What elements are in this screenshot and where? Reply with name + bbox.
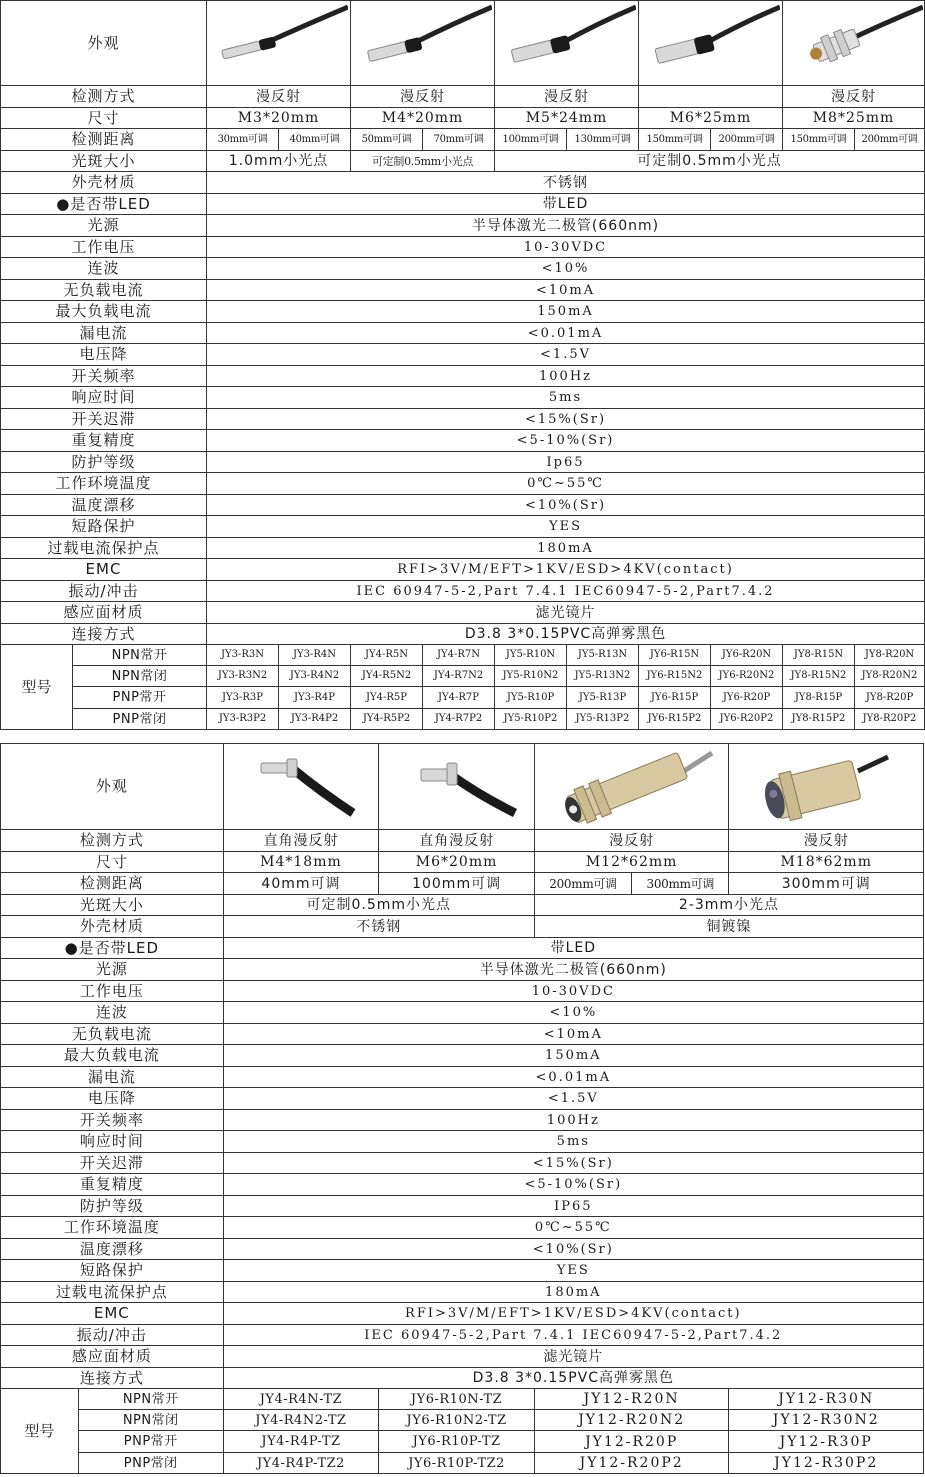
model-code: JY6-R20P [711,687,783,709]
vibration-label: 振动/冲击 [1,581,207,602]
model-code: JY4-R5N2 [351,666,423,687]
emc-label: EMC [1,559,207,581]
model-code: JY4-R4N-TZ [223,1389,379,1410]
no-load-current-value: <10mA [207,280,925,301]
size-label: 尺寸 [1,108,207,129]
product-photo-m18 [729,744,924,830]
sensing-material-label: 感应面材质 [1,1346,224,1368]
distance-value: 30mm可调 [207,129,279,151]
protection-label: 防护等级 [1,452,207,473]
response-time-label: 响应时间 [1,1131,224,1153]
repeat-accuracy-label: 重复精度 [1,1174,224,1196]
model-code: JY8-R20N [855,645,925,666]
model-code: JY6-R20P2 [711,709,783,730]
model-code: JY12-R20P [534,1431,729,1453]
max-load-current-label: 最大负载电流 [1,301,207,323]
product-photo-m3 [207,1,351,86]
pnp-nc-label: PNP常闭 [78,1453,223,1474]
distance-label: 检测距离 [1,873,224,895]
model-code: JY6-R10N2-TZ [379,1410,535,1431]
temp-drift-label: 温度漂移 [1,495,207,516]
detection-mode-value: 漫反射 [729,830,924,852]
distance-value: 200mm可调 [534,873,631,895]
model-code: JY5-R10P [495,687,567,709]
model-code: JY4-R5N [351,645,423,666]
model-label: 型号 [1,1389,79,1474]
distance-value: 150mm可调 [639,129,711,151]
temp-drift-value: <10%(Sr) [207,495,925,516]
size-value: M4*18mm [223,852,379,873]
model-code: JY4-R7N [423,645,495,666]
detection-mode-value: 直角漫反射 [223,830,379,852]
voltage-drop-value: <1.5V [207,344,925,366]
model-code: JY6-R15N2 [639,666,711,687]
sensing-material-value: 滤光镜片 [223,1346,923,1368]
voltage-label: 工作电压 [1,237,207,258]
distance-value: 300mm可调 [632,873,729,895]
product-photo-m4-angle [223,744,379,830]
ripple-value: <10% [207,258,925,280]
detection-mode-value: 漫反射 [495,86,639,108]
model-code: JY8-R15P [783,687,855,709]
model-code: JY6-R10N-TZ [379,1389,535,1410]
no-load-current-value: <10mA [223,1024,923,1045]
spot-label: 光斑大小 [1,895,224,916]
hysteresis-label: 开关迟滞 [1,409,207,430]
model-code: JY4-R4N2-TZ [223,1410,379,1431]
model-code: JY8-R20P [855,687,925,709]
max-load-current-value: 150mA [223,1045,923,1067]
distance-label: 检测距离 [1,129,207,151]
model-code: JY12-R30P2 [729,1453,924,1474]
model-code: JY4-R4P-TZ [223,1431,379,1453]
model-code: JY6-R20N [711,645,783,666]
leak-current-label: 漏电流 [1,1067,224,1088]
vibration-label: 振动/冲击 [1,1325,224,1346]
protection-value: Ip65 [207,452,925,473]
ambient-temp-label: 工作环境温度 [1,1217,224,1239]
model-code: JY3-R4N2 [279,666,351,687]
housing-label: 外壳材质 [1,172,207,194]
model-code: JY8-R20P2 [855,709,925,730]
model-code: JY5-R13P2 [567,709,639,730]
pnp-nc-label: PNP常闭 [73,709,207,730]
model-code: JY12-R30P [729,1431,924,1453]
short-protect-value: YES [223,1260,923,1282]
emc-value: RFI>3V/M/EFT>1KV/ESD>4KV(contact) [207,559,925,581]
ambient-temp-value: 0℃~55℃ [223,1217,923,1239]
npn-no-label: NPN常开 [78,1389,223,1410]
detection-mode-value [639,86,783,108]
distance-value: 300mm可调 [729,873,924,895]
size-value: M5*24mm [495,108,639,129]
hysteresis-label: 开关迟滞 [1,1153,224,1174]
model-code: JY12-R20P2 [534,1453,729,1474]
model-code: JY3-R3P [207,687,279,709]
light-source-value: 半导体激光二极管(660nm) [223,959,923,981]
model-code: JY4-R7P2 [423,709,495,730]
model-code: JY5-R10P2 [495,709,567,730]
size-label: 尺寸 [1,852,224,873]
short-protect-label: 短路保护 [1,516,207,538]
short-protect-value: YES [207,516,925,538]
distance-value: 100mm可调 [379,873,535,895]
switch-freq-value: 100Hz [207,366,925,387]
model-code: JY5-R13N [567,645,639,666]
sensing-material-label: 感应面材质 [1,602,207,624]
ripple-value: <10% [223,1002,923,1024]
led-label: ●是否带LED [1,938,224,959]
switch-freq-label: 开关频率 [1,1110,224,1131]
appearance-label: 外观 [1,744,224,830]
detection-mode-label: 检测方式 [1,830,224,852]
model-code: JY12-R30N [729,1389,924,1410]
repeat-accuracy-label: 重复精度 [1,430,207,452]
overload-point-value: 180mA [207,538,925,559]
spec-table-straight-sensors [0,0,925,730]
emc-value: RFI>3V/M/EFT>1KV/ESD>4KV(contact) [223,1303,923,1325]
response-time-label: 响应时间 [1,387,207,409]
size-value: M18*62mm [729,852,924,873]
product-photo-m12 [534,744,729,830]
size-value: M3*20mm [207,108,351,129]
model-code: JY5-R13N2 [567,666,639,687]
model-code: JY6-R20N2 [711,666,783,687]
vibration-value: IEC 60947-5-2,Part 7.4.1 IEC60947-5-2,Part7.4.2 [207,581,925,602]
detection-mode-value: 漫反射 [783,86,925,108]
leak-current-value: <0.01mA [207,323,925,344]
leak-current-label: 漏电流 [1,323,207,344]
pnp-no-label: PNP常开 [78,1431,223,1453]
spot-value: 可定制0.5mm小光点 [351,151,495,172]
model-code: JY6-R10P-TZ2 [379,1453,535,1474]
light-source-label: 光源 [1,215,207,237]
housing-value: 不锈钢 [207,172,925,194]
led-value: 带LED [207,194,925,215]
size-value: M6*20mm [379,852,535,873]
model-code: JY3-R3P2 [207,709,279,730]
detection-mode-value: 直角漫反射 [379,830,535,852]
led-label: ●是否带LED [1,194,207,215]
light-source-label: 光源 [1,959,224,981]
distance-value: 70mm可调 [423,129,495,151]
spec-table-angle-and-barrel-sensors [0,743,924,1474]
distance-value: 150mm可调 [783,129,855,151]
model-code: JY5-R10N [495,645,567,666]
model-code: JY6-R10P-TZ [379,1431,535,1453]
spot-label: 光斑大小 [1,151,207,172]
distance-value: 130mm可调 [567,129,639,151]
switch-freq-label: 开关频率 [1,366,207,387]
model-code: JY3-R4N [279,645,351,666]
emc-label: EMC [1,1303,224,1325]
voltage-value: 10-30VDC [223,981,923,1002]
no-load-current-label: 无负载电流 [1,280,207,301]
model-code: JY5-R10N2 [495,666,567,687]
size-value: M12*62mm [534,852,729,873]
vibration-value: IEC 60947-5-2,Part 7.4.1 IEC60947-5-2,Part7.4.2 [223,1325,923,1346]
distance-value: 100mm可调 [495,129,567,151]
protection-value: IP65 [223,1196,923,1217]
detection-mode-value: 漫反射 [207,86,351,108]
model-code: JY5-R13P [567,687,639,709]
short-protect-label: 短路保护 [1,1260,224,1282]
distance-value: 40mm可调 [223,873,379,895]
product-photo-m4 [351,1,495,86]
max-load-current-label: 最大负载电流 [1,1045,224,1067]
pnp-no-label: PNP常开 [73,687,207,709]
hysteresis-value: <15%(Sr) [207,409,925,430]
model-code: JY6-R15P [639,687,711,709]
connection-label: 连接方式 [1,624,207,645]
product-photo-m8 [783,1,925,86]
ambient-temp-value: 0℃~55℃ [207,473,925,495]
model-code: JY6-R15P2 [639,709,711,730]
overload-point-label: 过载电流保护点 [1,538,207,559]
model-code: JY8-R20N2 [855,666,925,687]
size-value: M4*20mm [351,108,495,129]
model-label: 型号 [1,645,73,730]
overload-point-value: 180mA [223,1282,923,1303]
leak-current-value: <0.01mA [223,1067,923,1088]
model-code: JY4-R7N2 [423,666,495,687]
temp-drift-label: 温度漂移 [1,1239,224,1260]
repeat-accuracy-value: <5-10%(Sr) [207,430,925,452]
response-time-value: 5ms [207,387,925,409]
led-value: 带LED [223,938,923,959]
appearance-label: 外观 [1,1,207,86]
npn-nc-label: NPN常闭 [73,666,207,687]
detection-mode-label: 检测方式 [1,86,207,108]
spot-value: 1.0mm小光点 [207,151,351,172]
housing-value: 铜镀镍 [534,916,923,938]
distance-value: 50mm可调 [351,129,423,151]
npn-no-label: NPN常开 [73,645,207,666]
npn-nc-label: NPN常闭 [78,1410,223,1431]
model-code: JY12-R30N2 [729,1410,924,1431]
spot-value: 可定制0.5mm小光点 [495,151,925,172]
no-load-current-label: 无负载电流 [1,1024,224,1045]
size-value: M6*25mm [639,108,783,129]
voltage-drop-value: <1.5V [223,1088,923,1110]
voltage-drop-label: 电压降 [1,1088,224,1110]
ripple-label: 连波 [1,258,207,280]
connection-value: D3.8 3*0.15PVC高弹雾黑色 [207,624,925,645]
housing-label: 外壳材质 [1,916,224,938]
protection-label: 防护等级 [1,1196,224,1217]
response-time-value: 5ms [223,1131,923,1153]
model-code: JY3-R3N [207,645,279,666]
detection-mode-value: 漫反射 [534,830,729,852]
model-code: JY8-R15P2 [783,709,855,730]
spot-value: 2-3mm小光点 [534,895,923,916]
connection-value: D3.8 3*0.15PVC高弹雾黑色 [223,1368,923,1389]
model-code: JY12-R20N2 [534,1410,729,1431]
distance-value: 40mm可调 [279,129,351,151]
model-code: JY3-R4P2 [279,709,351,730]
switch-freq-value: 100Hz [223,1110,923,1131]
max-load-current-value: 150mA [207,301,925,323]
voltage-drop-label: 电压降 [1,344,207,366]
spot-value: 可定制0.5mm小光点 [223,895,534,916]
product-photo-m6 [639,1,783,86]
sensing-material-value: 滤光镜片 [207,602,925,624]
overload-point-label: 过载电流保护点 [1,1282,224,1303]
product-photo-m5 [495,1,639,86]
voltage-value: 10-30VDC [207,237,925,258]
model-code: JY4-R5P2 [351,709,423,730]
temp-drift-value: <10%(Sr) [223,1239,923,1260]
housing-value: 不锈钢 [223,916,534,938]
model-code: JY6-R15N [639,645,711,666]
ripple-label: 连波 [1,1002,224,1024]
distance-value: 200mm可调 [711,129,783,151]
model-code: JY3-R4P [279,687,351,709]
model-code: JY8-R15N [783,645,855,666]
ambient-temp-label: 工作环境温度 [1,473,207,495]
size-value: M8*25mm [783,108,925,129]
product-photo-m6-angle [379,744,535,830]
model-code: JY12-R20N [534,1389,729,1410]
model-code: JY8-R15N2 [783,666,855,687]
connection-label: 连接方式 [1,1368,224,1389]
repeat-accuracy-value: <5-10%(Sr) [223,1174,923,1196]
hysteresis-value: <15%(Sr) [223,1153,923,1174]
model-code: JY4-R5P [351,687,423,709]
model-code: JY3-R3N2 [207,666,279,687]
model-code: JY4-R7P [423,687,495,709]
distance-value: 200mm可调 [855,129,925,151]
model-code: JY4-R4P-TZ2 [223,1453,379,1474]
voltage-label: 工作电压 [1,981,224,1002]
light-source-value: 半导体激光二极管(660nm) [207,215,925,237]
detection-mode-value: 漫反射 [351,86,495,108]
